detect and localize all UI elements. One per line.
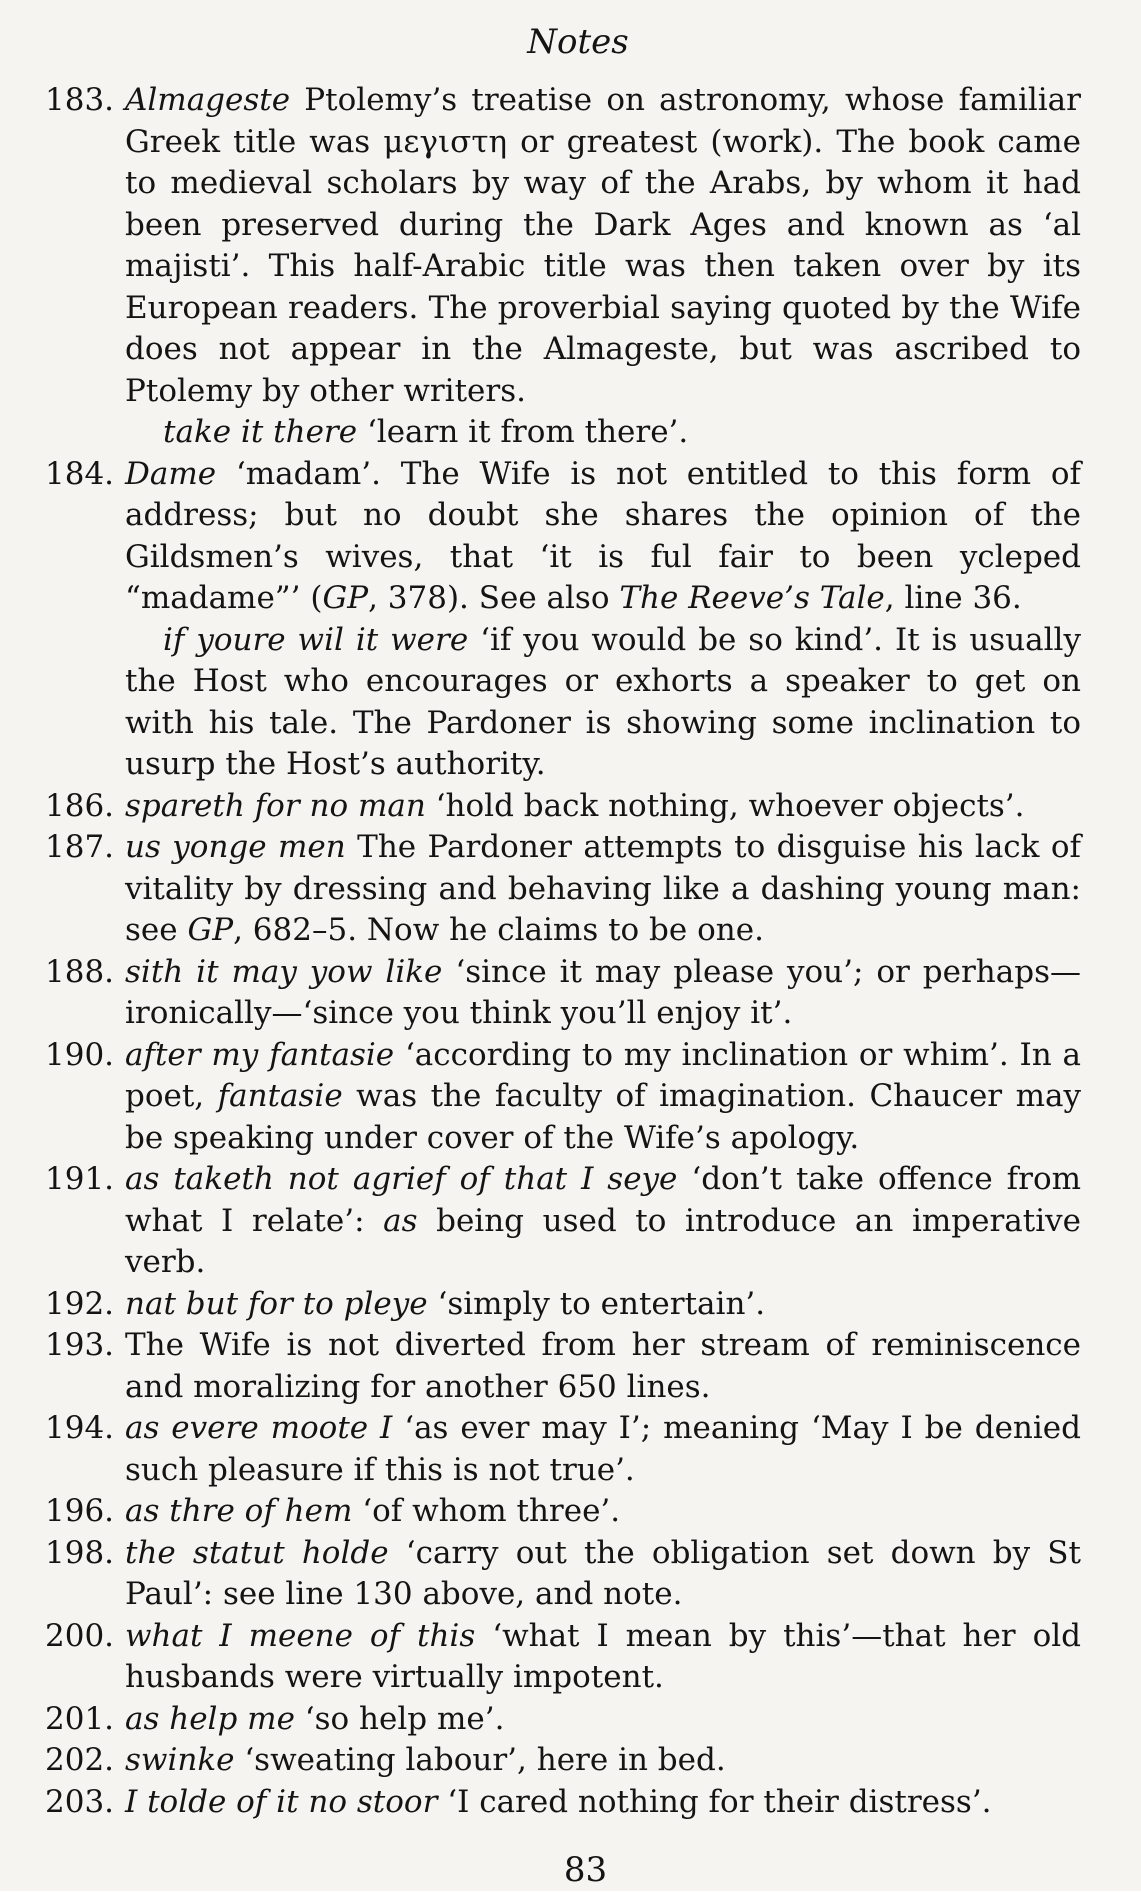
note-number: 203. — [45, 1783, 115, 1820]
note-body — [125, 1408, 1081, 1491]
note-text: , line 36. — [884, 580, 1022, 616]
note-186 — [45, 786, 1081, 828]
notes-list — [45, 80, 1081, 1823]
note-term: sith it may yow like — [125, 953, 443, 990]
note-184-sub — [125, 620, 1081, 786]
note-200 — [45, 1616, 1081, 1699]
note-text: The Pardoner attempts to disguise his lack of vitality by dressing and behaving like a dashing young man: see — [125, 829, 1081, 948]
note-term: us yonge men — [125, 829, 346, 865]
note-text: , 378). See also — [368, 580, 620, 616]
note-body — [125, 1284, 1081, 1326]
note-body — [125, 952, 1081, 1035]
note-187 — [45, 827, 1081, 952]
note-body — [125, 827, 1081, 952]
note-text: ‘sweating labour’, here in bed. — [234, 1742, 726, 1778]
note-text: The Wife is not diverted from her stream of reminiscence and moralizing for another 650 lines. — [125, 1327, 1081, 1405]
note-ref: GP — [187, 912, 234, 948]
note-body — [125, 1782, 1081, 1824]
note-number: 202. — [45, 1742, 115, 1778]
note-191 — [45, 1159, 1081, 1284]
note-term: what I meene of this — [125, 1617, 476, 1654]
note-text: ‘carry out the obligation set down by St Paul’: see line 130 above, and note. — [125, 1534, 1081, 1612]
note-201 — [45, 1699, 1081, 1741]
note-term: as evere moote I — [125, 1410, 393, 1446]
note-sub-text: ‘learn it from there’. — [357, 414, 689, 450]
note-number: 200. — [45, 1617, 115, 1654]
note-term: Dame — [125, 455, 217, 492]
note-text: ‘I cared nothing for their distress’. — [437, 1783, 992, 1820]
note-194 — [45, 1408, 1081, 1491]
note-body — [125, 1491, 1081, 1533]
note-190 — [45, 1035, 1081, 1160]
note-183 — [45, 80, 1081, 412]
note-198 — [45, 1533, 1081, 1616]
note-body — [125, 80, 1081, 412]
note-ref: The Reeve’s Tale — [619, 580, 885, 616]
note-192 — [45, 1284, 1081, 1326]
note-text: ‘what I mean by this’—that her old husbands were virtually impotent. — [125, 1617, 1081, 1695]
note-number: 184. — [45, 455, 115, 492]
note-188 — [45, 952, 1081, 1035]
note-text: ‘of whom three’. — [352, 1493, 621, 1529]
note-text: was the faculty of imagination. Chaucer may be speaking under cover of the Wife’s apology. — [125, 1078, 1081, 1156]
note-number: 188. — [45, 953, 115, 990]
note-term: nat but for to pleye — [125, 1285, 428, 1322]
note-ref: GP — [322, 580, 369, 616]
note-number: 198. — [45, 1534, 115, 1571]
note-body — [125, 1740, 1081, 1782]
note-number: 191. — [45, 1161, 115, 1197]
note-text: ‘hold back nothing, whoever objects’. — [425, 787, 1025, 824]
note-text: ‘don’t take offence from what I relate’: — [125, 1161, 1081, 1239]
note-body — [125, 1159, 1081, 1284]
note-183-sub — [125, 412, 1081, 454]
note-term: as taketh not agrief of that I seye — [125, 1161, 678, 1197]
note-body — [125, 1533, 1081, 1616]
note-text: Ptolemy’s treatise on astronomy, whose familiar Greek title was μεγιστη or greatest (work). The book came to medieval scholars by way of the Arabs, by whom it had been preserved during the Dark Ages and known as ‘al majisti’. This half-Arabic title was then taken over by its European readers. The proverbial saying quoted by the Wife does not appear in the Almageste, but was ascribed to Ptolemy by other writers. — [125, 82, 1081, 409]
note-sub-term: take it there — [163, 414, 358, 450]
note-number: 201. — [45, 1700, 115, 1737]
note-sub-text: ‘if you would be so kind’. It is usually the Host who encourages or exhorts a speaker to get on with his tale. The Pardoner is showing some inclination to usurp the Host’s authority. — [125, 621, 1081, 782]
note-text: ‘since it may please you’; or perhaps—ironically—‘since you think you’ll enjoy it’. — [125, 953, 1081, 1031]
page-number: 83 — [563, 1850, 608, 1890]
note-body — [125, 454, 1081, 620]
note-term: as help me — [125, 1700, 295, 1737]
note-number: 190. — [45, 1036, 115, 1073]
note-202 — [45, 1740, 1081, 1782]
note-184 — [45, 454, 1081, 620]
note-text: being used to introduce an imperative verb. — [125, 1202, 1081, 1280]
note-193 — [45, 1325, 1081, 1408]
note-number: 192. — [45, 1285, 115, 1322]
note-196 — [45, 1491, 1081, 1533]
note-ref: as — [383, 1202, 418, 1239]
note-text: ‘according to my inclination or whim’. In a poet, — [125, 1036, 1081, 1114]
note-text: ‘so help me’. — [294, 1700, 505, 1737]
note-term: the statut holde — [125, 1534, 389, 1571]
note-term: as thre of hem — [125, 1493, 353, 1529]
note-ref: fantasie — [217, 1078, 343, 1114]
note-body — [125, 786, 1081, 828]
note-number: 196. — [45, 1493, 115, 1529]
note-sub-term: if youre wil it were — [163, 621, 469, 658]
note-text: ‘simply to entertain’. — [427, 1285, 766, 1322]
note-number: 193. — [45, 1327, 115, 1363]
note-number: 183. — [45, 82, 115, 118]
note-term: after my fantasie — [125, 1036, 395, 1073]
note-body — [125, 1325, 1081, 1408]
note-text: , 682–5. Now he claims to be one. — [233, 912, 764, 948]
note-number: 186. — [45, 787, 115, 824]
note-number: 194. — [45, 1410, 115, 1446]
note-body — [125, 1035, 1081, 1160]
note-text: ‘as ever may I’; meaning ‘May I be denied such pleasure if this is not true’. — [125, 1410, 1081, 1488]
note-text: ‘madam’. The Wife is not entitled to this form of address; but no doubt she shares the opinion of the Gildsmen’s wives, that ‘it is ful fair to been ycleped “madame”’ ( — [125, 455, 1081, 616]
note-term: swinke — [125, 1742, 235, 1778]
note-body — [125, 1616, 1081, 1699]
note-203 — [45, 1782, 1081, 1824]
note-term: Almageste — [125, 82, 291, 118]
note-number: 187. — [45, 829, 115, 865]
page-title: Notes — [527, 22, 629, 62]
note-term: I tolde of it no stoor — [125, 1783, 438, 1820]
note-term: spareth for no man — [125, 787, 426, 824]
note-body — [125, 1699, 1081, 1741]
